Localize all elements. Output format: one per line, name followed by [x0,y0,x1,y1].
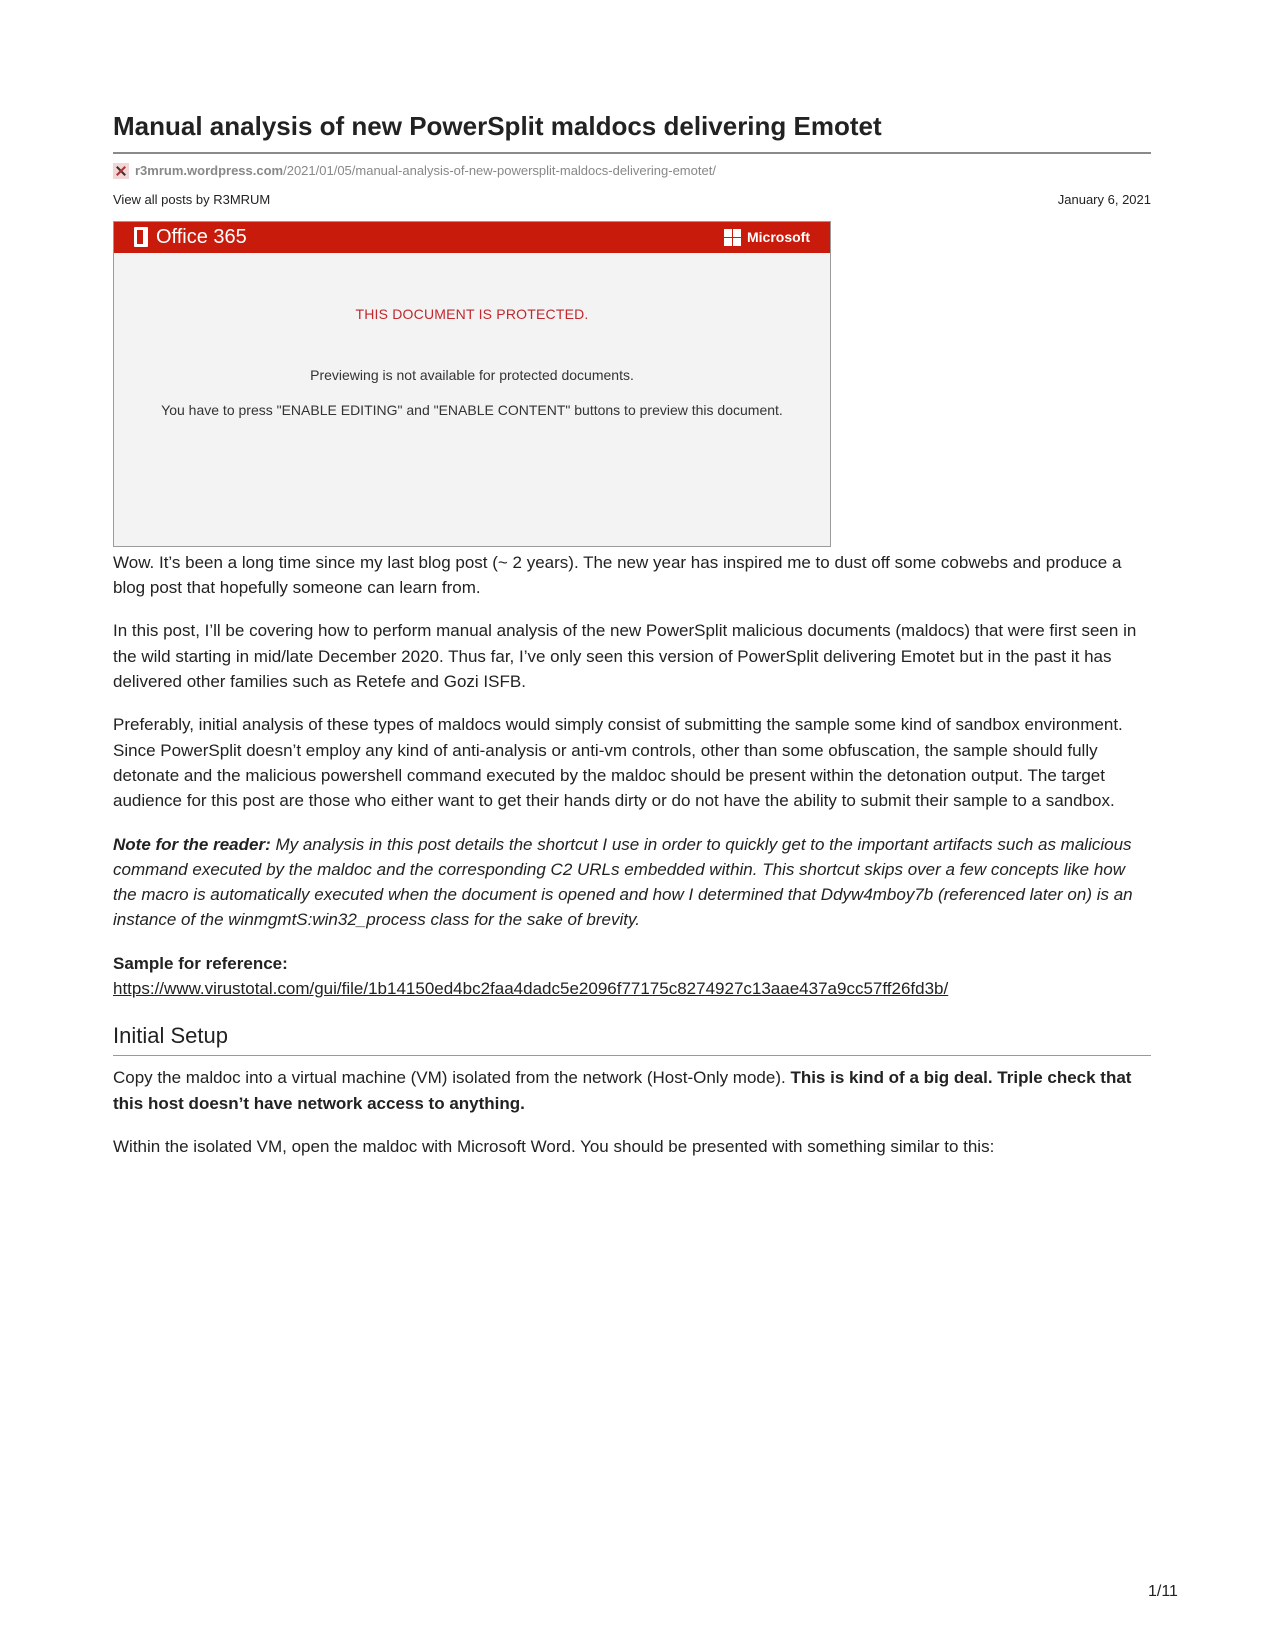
site-favicon-icon [113,163,129,179]
source-path: /2021/01/05/manual-analysis-of-new-powersplit-maldocs-delivering-emotet/ [283,163,716,179]
lure-line-1: Previewing is not available for protected documents. [310,366,634,383]
office365-label: Office 365 [156,225,247,248]
paragraph-note [113,832,1151,933]
setup-warning: This is kind of a big deal. Triple check that this host doesn’t have network access to anything. [113,1068,1132,1113]
paragraph-sample [113,951,1151,1002]
paragraph-overview: In this post, I’ll be covering how to perform manual analysis of the new PowerSplit malicious documents (maldocs) that were first seen in the wild starting in mid/late December 2020. Thus far, I’ve only seen this version of PowerSplit delivering Emotet but in the past it has delivered other families such as Retefe and Gozi ISFB. [113,621,1137,692]
microsoft-label: Microsoft [747,229,810,246]
paragraph-open-doc: Within the isolated VM, open the maldoc with Microsoft Word. You should be presented with something similar to this: [113,1136,995,1156]
section-heading: Initial Setup [113,1023,1151,1056]
page-title: Manual analysis of new PowerSplit maldocs delivering Emotet [113,112,1151,154]
paragraph-sandbox: Preferably, initial analysis of these types of maldocs would simply consist of submitting the sample some kind of sandbox environment. Since PowerSplit doesn’t employ any kind of anti-analysis or anti-vm controls, other than some obfuscation, the sample should fully detonate and the malicious powershell command executed by the maldoc should be present within the detonation output. The target audience for this post are those who either want to get their hands dirty or do not have the ability to submit their sample to a sandbox. [113,715,1123,811]
sample-link[interactable]: https://www.virustotal.com/gui/file/1b14150ed4bc2faa4dadc5e2096f77175c8274927c13aae437a9cc57ff26fd3b/ [113,979,949,999]
paragraph-setup [113,1065,1151,1116]
microsoft-logo [724,229,810,246]
author-link[interactable]: View all posts by R3MRUM [113,191,271,207]
sample-label: Sample for reference: [113,953,288,973]
page-number: 1/11 [1148,1583,1178,1600]
article [113,112,1151,1159]
office365-logo [134,226,247,249]
note-text: My analysis in this post details the shortcut I use in order to quickly get to the important artifacts such as malicious command executed by the maldoc and the corresponding C2 URLs embedded within. This shortcut skips over a few concepts like how the macro is automatically executed when the document is opened and how I determined that Ddyw4mboy7b (referenced later on) is an instance of the winmgmtS:win32_process class for the sake of brevity. [113,834,1133,930]
setup-text: Copy the maldoc into a virtual machine (VM) isolated from the network (Host-Only mode). [113,1068,791,1088]
post-meta [113,192,1151,210]
lure-header-bar [114,222,830,253]
paragraph-intro: Wow. It’s been a long time since my last blog post (~ 2 years). The new year has inspired me to dust off some cobwebs and produce a blog post that hopefully someone can learn from. [113,552,1122,598]
lure-heading: THIS DOCUMENT IS PROTECTED. [355,305,589,322]
office365-lure-screenshot [113,221,831,547]
source-domain: r3mrum.wordpress.com [135,163,284,179]
note-label: Note for the reader: [113,834,271,854]
office-icon [134,227,148,247]
lure-line-2: You have to press "ENABLE EDITING" and "ENABLE CONTENT" buttons to preview this document. [161,401,783,418]
source-url [113,162,1151,180]
windows-logo-icon [724,229,741,246]
post-date: January 6, 2021 [1057,191,1151,207]
